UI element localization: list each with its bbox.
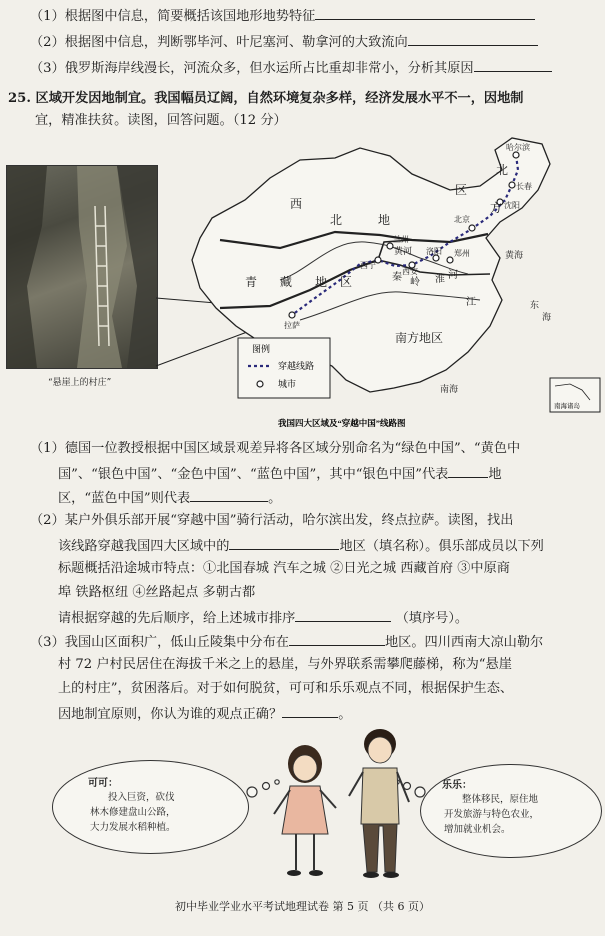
sub2-line3: 标题概括沿途城市特点：①北国春城 汽车之城 ②日光之城 西藏首府 ③中原商 — [58, 561, 510, 576]
sub2-line5: 请根据穿越的先后顺序，给上述城市排序 （填序号）。 — [58, 608, 468, 628]
map-label-qz-qu: 区 — [340, 275, 353, 289]
keke-girl-figure — [270, 742, 340, 882]
answer-blank[interactable] — [315, 6, 535, 20]
cliff-photo-image — [7, 166, 157, 368]
map-label-yellow-sea: 黄海 — [505, 250, 524, 260]
keke-line2: 林木修建盘山公路， — [90, 807, 176, 818]
map-label-yangtze: 江 — [466, 297, 476, 308]
silver-china-blank[interactable] — [448, 464, 488, 478]
city-changchun-label: 长春 — [516, 182, 532, 191]
cliff-village-photo — [6, 165, 158, 369]
legend-city-swatch — [257, 381, 263, 387]
map-label-qz-di: 地 — [315, 275, 328, 289]
city-lhasa-marker — [289, 312, 295, 318]
city-harbin-label: 哈尔滨 — [506, 143, 530, 152]
sub2-line2: 该线路穿越我国四大区域中的 地区（填名称）。俱乐部成员以下列 — [58, 536, 544, 556]
hills-region-blank[interactable] — [289, 632, 385, 646]
city-beijing-marker — [469, 225, 475, 231]
lele-line1: 整体移民，原住地 — [462, 794, 539, 805]
legend-route-label: 穿越线路 — [278, 361, 315, 371]
south-sea-inset — [550, 378, 600, 412]
question-25-title-line2: 宜，精准扶贫。读图，回答问题。（12 分） — [35, 113, 287, 128]
map-label-river-1: 黄 — [394, 246, 404, 256]
city-changchun-marker — [509, 182, 515, 188]
city-lanzhou-label: 兰州 — [393, 235, 409, 244]
page-footer: 初中毕业学业水平考试地理试卷 第 5 页 （共 6 页） — [175, 900, 430, 913]
map-label-north-fang: 方 — [490, 201, 503, 215]
map-label-river-2: 河 — [403, 246, 413, 256]
city-lhasa-label: 拉萨 — [284, 321, 300, 330]
sub1-line3: 区，“蓝色中国”则代表 。 — [58, 488, 281, 508]
keke-line3: 大力发展水稻种植。 — [90, 822, 176, 833]
city-harbin-marker — [513, 152, 519, 158]
map-label-qinling-2: 岭 — [410, 277, 420, 288]
city-luoyang-label: 洛阳 — [426, 247, 442, 256]
inset-label: 南海诸岛 — [554, 403, 580, 410]
map-label-bei: 北 — [330, 213, 343, 227]
question-25-title: 25. 区域开发因地制宜。我国幅员辽阔，自然环境复杂多样，经济发展水平不一，因地制 — [8, 91, 524, 106]
city-beijing-label: 北京 — [454, 215, 470, 224]
keke-name: 可可： — [88, 778, 118, 789]
map-label-north-bei: 北 — [496, 163, 509, 177]
answer-blank[interactable] — [408, 32, 538, 46]
map-label-qinling-1: 秦 — [392, 272, 402, 283]
legend-title: 图例 — [252, 344, 271, 354]
city-xian-label: 西安 — [402, 267, 418, 276]
city-order-blank[interactable] — [295, 608, 391, 622]
map-label-zang: 藏 — [280, 275, 293, 289]
city-shenyang-label: 沈阳 — [504, 201, 520, 210]
map-label-south: 南方地区 — [395, 331, 444, 345]
lele-name: 乐乐： — [442, 780, 472, 791]
city-zhengzhou-marker — [447, 257, 453, 263]
keke-line1: 投入巨资，砍伐 — [108, 792, 175, 803]
map-label-east-sea-1: 东 — [530, 300, 540, 310]
sub2-line1: （2）某户外俱乐部开展“穿越中国”骑行活动，哈尔滨出发，终点拉萨。读图，找出 — [30, 513, 514, 528]
lele-line2: 开发旅游与特色农业， — [444, 809, 540, 820]
map-label-di: 地 — [378, 213, 391, 227]
legend-city-label: 城市 — [278, 379, 297, 389]
sub3-line4: 因地制宜原则，你认为谁的观点正确？ 。 — [58, 704, 351, 724]
photo-caption: “悬崖上的村庄” — [48, 378, 112, 388]
city-zhengzhou-label: 郑州 — [454, 249, 470, 258]
blue-china-blank[interactable] — [190, 488, 268, 502]
lele-line3: 增加就业机会。 — [444, 824, 511, 835]
map-label-east-sea-2: 海 — [542, 312, 552, 322]
regions-crossed-blank[interactable] — [229, 536, 339, 550]
opinion-blank[interactable] — [282, 704, 338, 718]
china-regions-map — [150, 130, 605, 430]
sub1-line2: 国”、“银色中国”、“金色中国”、“蓝色中国”，其中“银色中国”代表 地 — [58, 464, 502, 484]
city-xining-label: 西宁 — [360, 261, 376, 270]
top-question-1: （1）根据图中信息，简要概括该国地形地势特征 — [30, 6, 535, 26]
map-label-qing: 青 — [245, 275, 258, 289]
sub1-line1: （1）德国一位教授根据中国区域景观差异将各区域分别命名为“绿色中国”、“黄色中 — [30, 441, 521, 456]
sub3-line2: 村 72 户村民居住在海拔千米之上的悬崖，与外界联系需攀爬藤梯，称为“悬崖 — [58, 657, 512, 672]
map-caption: 我国四大区域及“穿越中国”线路图 — [278, 418, 406, 428]
map-label-xi: 西 — [290, 197, 303, 211]
answer-blank[interactable] — [474, 58, 552, 72]
top-question-3: （3）俄罗斯海岸线漫长，河流众多，但水运所占比重却非常小，分析其原因 — [30, 58, 552, 78]
map-legend — [238, 338, 330, 398]
map-label-south-sea: 南海 — [440, 384, 459, 394]
sub2-line4: 埠 铁路枢纽 ④丝路起点 多朝古都 — [58, 585, 256, 600]
sub3-line3: 上的村庄”，贫困落后。对于如何脱贫，可可和乐乐观点不同，根据保护生态、 — [58, 681, 514, 696]
map-label-huaihe-1: 淮 — [435, 274, 445, 285]
lele-boy-figure — [345, 722, 415, 882]
top-question-2: （2）根据图中信息，判断鄂毕河、叶尼塞河、勒拿河的大致流向 — [30, 32, 538, 52]
map-label-qu: 区 — [455, 183, 468, 197]
map-label-huaihe-2: 河 — [448, 270, 458, 281]
sub3-line1: （3）我国山区面积广，低山丘陵集中分布在 地区。四川西南大凉山勒尔 — [30, 632, 543, 652]
